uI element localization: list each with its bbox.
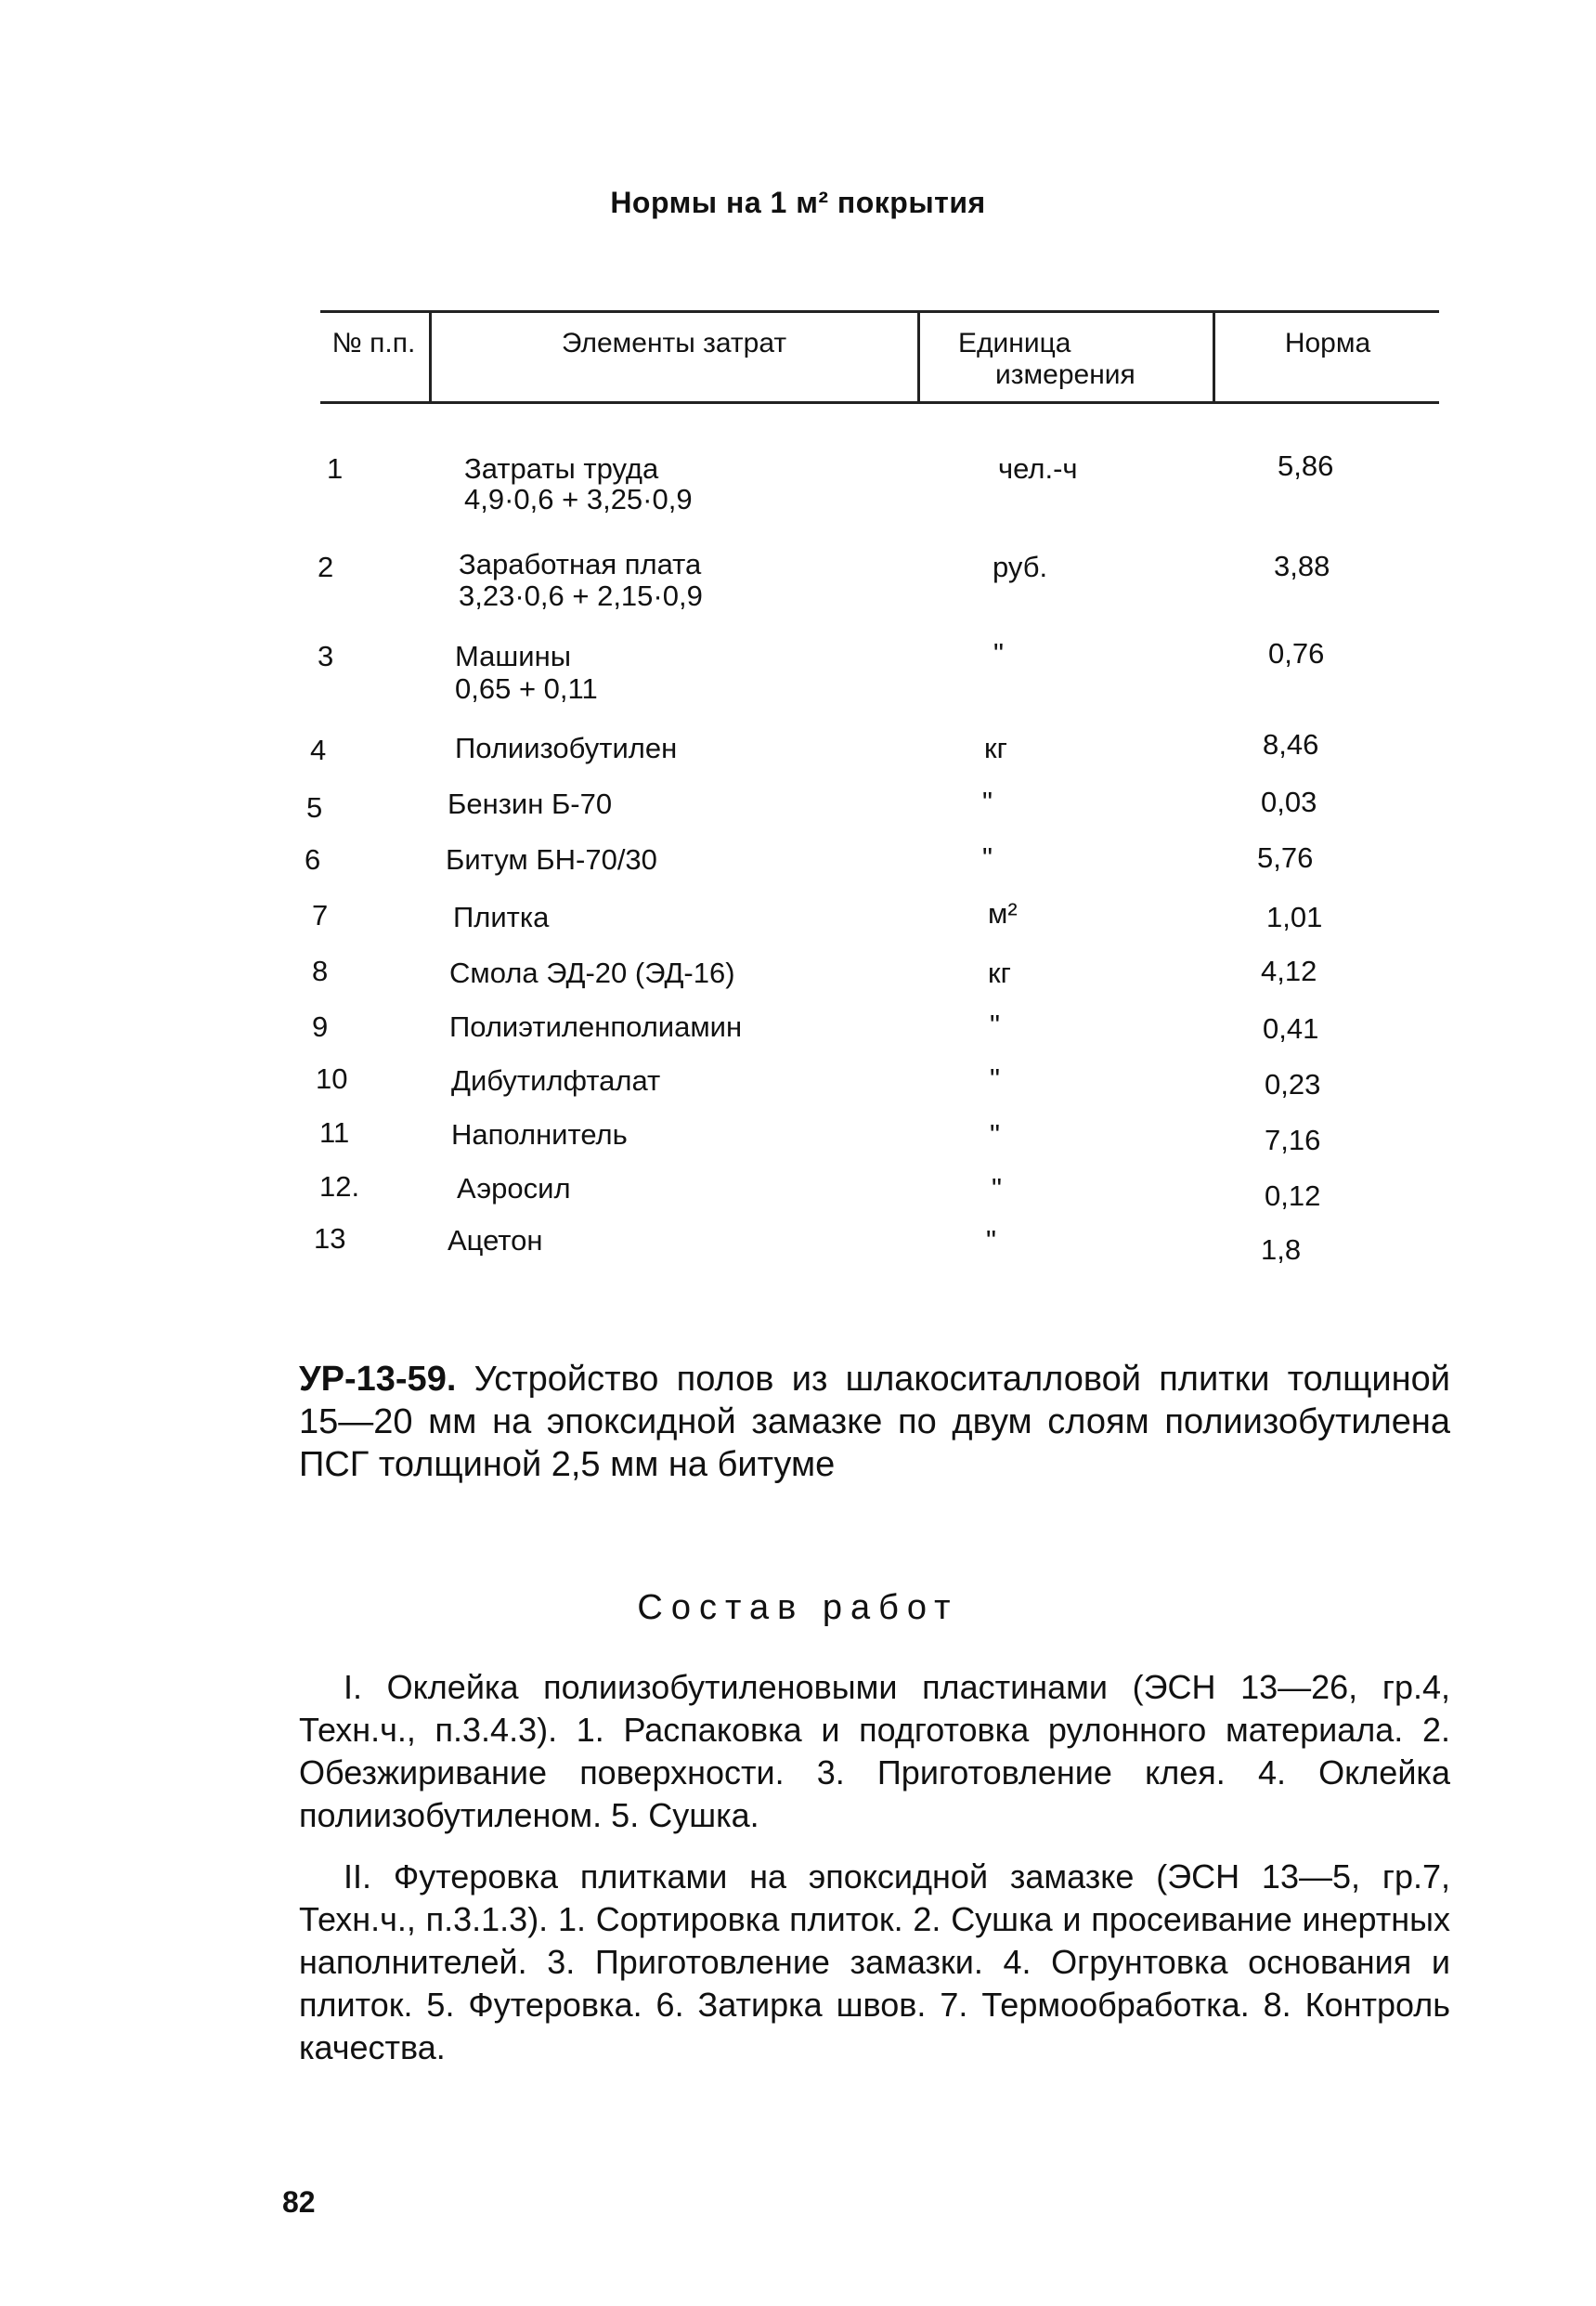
row-detail: 4,9·0,6 + 3,25·0,9 <box>464 483 693 515</box>
row-norm: 5,76 <box>1257 841 1314 874</box>
row-element: Ацетон <box>448 1224 543 1257</box>
table-divider-2 <box>917 310 920 404</box>
row-num: 13 <box>314 1222 346 1255</box>
table-top-rule <box>320 310 1439 313</box>
work-paragraph-1: I. Оклейка полиизобутиленовыми пластинами (ЭСН 13—26, гр.4, Техн.ч., п.3.4.3). 1. Распаковка и подготовка рулонного материала. 2. Обезжиривание поверхности. 3. Приготовление клея. 4. Оклейка полиизобутиленом. 5. Сушка. <box>299 1668 1450 1834</box>
table-divider-1 <box>429 310 432 404</box>
row-unit: " <box>990 1062 1001 1095</box>
work-composition-title: Состав работ <box>637 1588 959 1627</box>
table-divider-3 <box>1213 310 1215 404</box>
row-norm: 0,12 <box>1265 1179 1321 1212</box>
row-num: 4 <box>310 734 327 766</box>
row-num: 10 <box>316 1062 348 1095</box>
row-element: Аэросил <box>457 1172 571 1205</box>
row-num: 11 <box>319 1116 350 1149</box>
row-unit: " <box>993 637 1005 670</box>
row-num: 7 <box>312 899 329 932</box>
row-element: Дибутилфталат <box>451 1064 661 1097</box>
row-num: 5 <box>306 791 323 824</box>
row-unit: кг <box>984 732 1007 764</box>
row-unit: " <box>990 1118 1001 1151</box>
row-num: 12. <box>319 1170 360 1203</box>
row-unit: чел.-ч <box>998 452 1078 485</box>
work-paragraph-2: II. Футеровка плитками на эпоксидной замазке (ЭСН 13—5, гр.7, Техн.ч., п.3.1.3). 1. Сортировка плиток. 2. Сушка и просеивание инертных наполнителей. 3. Приготовление замазки. 4. Огрунтовка основания и плиток. 5. Футеровка. 6. Затирка швов. 7. Термообработка. 8. Контроль качества. <box>299 1857 1450 2066</box>
row-norm: 8,46 <box>1263 728 1319 761</box>
row-detail: 3,23·0,6 + 2,15·0,9 <box>459 580 703 612</box>
row-element: Заработная плата <box>459 548 702 580</box>
row-unit: " <box>992 1172 1003 1205</box>
header-num: № п.п. <box>331 328 416 358</box>
row-element: Затраты труда <box>464 452 659 485</box>
row-element: Машины <box>455 640 571 672</box>
row-unit: " <box>986 1224 997 1257</box>
row-unit: м² <box>988 897 1018 930</box>
row-element: Смола ЭД-20 (ЭД-16) <box>449 957 735 989</box>
row-num: 2 <box>318 551 334 583</box>
row-norm: 0,03 <box>1261 786 1317 818</box>
row-norm: 0,41 <box>1263 1012 1319 1045</box>
row-norm: 1,01 <box>1266 901 1323 933</box>
page-number: 82 <box>282 2185 316 2219</box>
row-num: 8 <box>312 955 329 987</box>
row-element: Плитка <box>453 901 550 933</box>
section-heading <box>299 1358 1450 1486</box>
row-unit: руб. <box>993 551 1048 583</box>
row-norm: 3,88 <box>1274 550 1330 582</box>
row-detail: 0,65 + 0,11 <box>455 672 598 705</box>
row-norm: 1,8 <box>1261 1233 1302 1266</box>
row-unit: " <box>982 841 993 874</box>
row-norm: 0,23 <box>1265 1068 1321 1101</box>
row-num: 1 <box>327 452 344 485</box>
table-title: Нормы на 1 м² покрытия <box>610 186 986 219</box>
table-header-rule <box>320 401 1439 404</box>
row-unit: " <box>990 1009 1001 1041</box>
row-element: Полиизобутилен <box>455 732 678 764</box>
row-element: Наполнитель <box>451 1118 628 1151</box>
row-norm: 7,16 <box>1265 1124 1321 1156</box>
heading-code: УР-13-59. <box>299 1360 457 1399</box>
row-num: 6 <box>305 843 321 876</box>
heading-text: Устройство полов из шлакоситалловой плитки толщиной 15—20 мм на эпоксидной замазке по двум слоям полиизобутилена ПСГ толщиной 2,5 мм на битуме <box>299 1360 1450 1484</box>
row-norm: 5,86 <box>1278 449 1334 482</box>
header-element: Элементы затрат <box>561 328 787 358</box>
row-unit: " <box>982 786 993 818</box>
row-element: Битум БН-70/30 <box>446 843 657 876</box>
row-norm: 0,76 <box>1268 637 1325 670</box>
row-norm: 4,12 <box>1261 955 1317 987</box>
header-unit-line1: Единица <box>958 328 1071 358</box>
row-num: 3 <box>318 640 334 672</box>
header-norm: Норма <box>1284 328 1371 358</box>
row-element: Бензин Б-70 <box>448 788 613 820</box>
row-element: Полиэтиленполиамин <box>449 1010 743 1043</box>
row-num: 9 <box>312 1010 329 1043</box>
row-unit: кг <box>988 957 1011 989</box>
header-unit-line2: измерения <box>995 359 1135 390</box>
